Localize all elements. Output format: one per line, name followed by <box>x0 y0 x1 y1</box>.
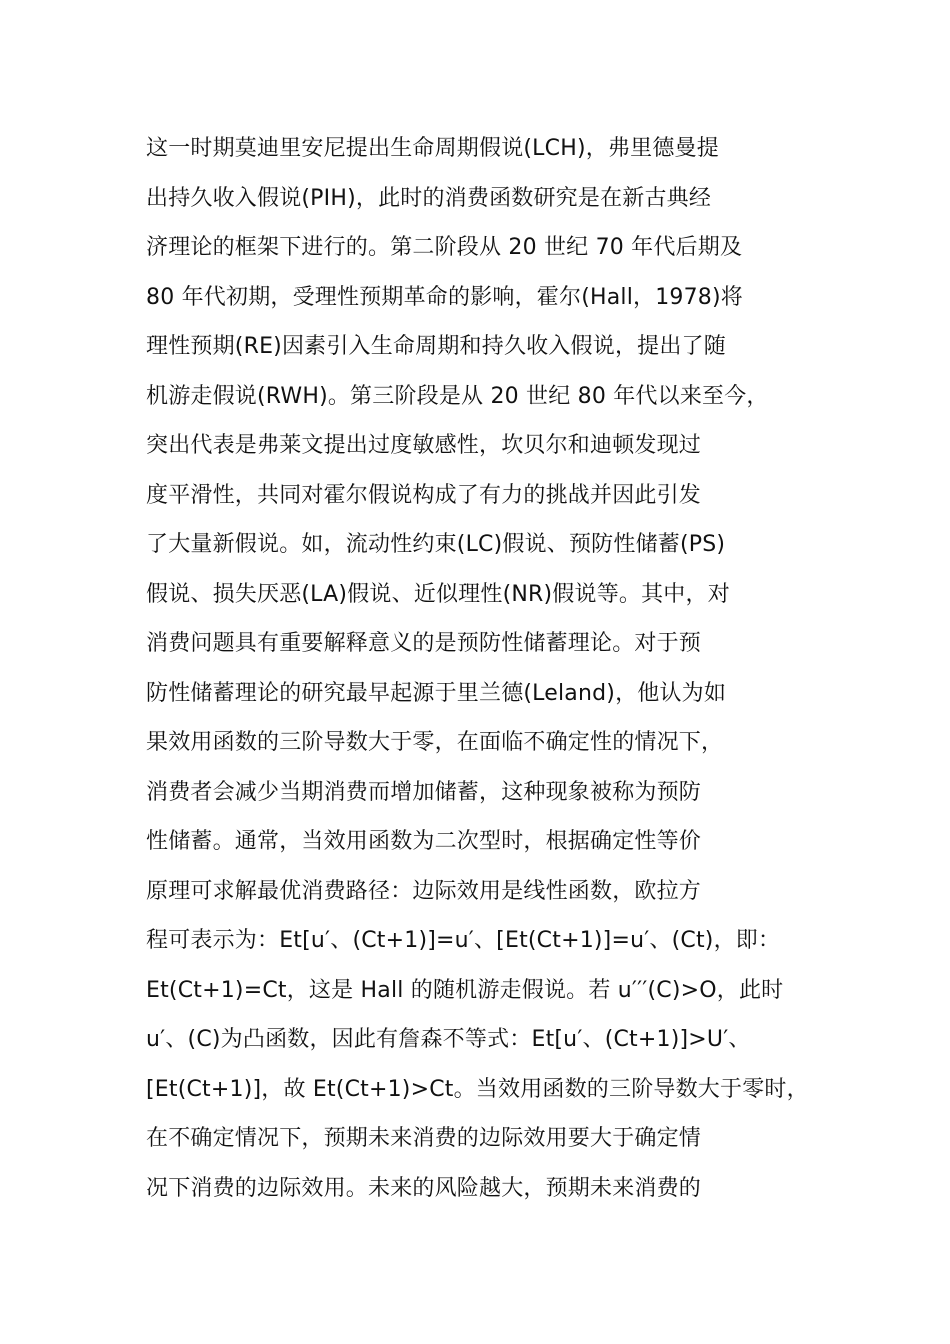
text-line: 消费者会减少当期消费而增加储蓄，这种现象被称为预防 <box>146 779 702 805</box>
text-line: [Et(Ct+1)]，故 Et(Ct+1)>Ct。当效用函数的三阶导数大于零时， <box>146 1076 809 1102</box>
text-line: 程可表示为：Et[u′、(Ct+1)]=u′、[Et(Ct+1)]=u′、(Ct)，即： <box>146 928 781 953</box>
text-line: 理性预期(RE)因素引入生命周期和持久收入假说，提出了随 <box>146 334 726 359</box>
text-line: 机游走假说(RWH)。第三阶段是从 20 世纪 80 年代以来至今， <box>146 383 769 409</box>
text-line: 出持久收入假说(PIH)，此时的消费函数研究是在新古典经 <box>146 185 712 211</box>
text-line: u′、(C)为凸函数，因此有詹森不等式：Et[u′、(Ct+1)]>U′、 <box>146 1027 751 1052</box>
text-line: 济理论的框架下进行的。第二阶段从 20 世纪 70 年代后期及 <box>146 235 743 260</box>
text-line: Et(Ct+1)=Ct，这是 Hall 的随机游走假说。若 u′′′(C)>O，此时 <box>146 977 784 1003</box>
text-line: 防性储蓄理论的研究最早起源于里兰德(Leland)，他认为如 <box>146 680 727 706</box>
text-line: 在不确定情况下，预期未来消费的边际效用要大于确定情 <box>146 1126 702 1151</box>
body-paragraph <box>146 124 846 1213</box>
text-line: 这一时期莫迪里安尼提出生命周期假说(LCH)，弗里德曼提 <box>146 136 719 161</box>
text-line: 原理可求解最优消费路径：边际效用是线性函数，欧拉方 <box>146 878 702 904</box>
text-line: 性储蓄。通常，当效用函数为二次型时，根据确定性等价 <box>146 829 702 854</box>
text-line: 消费问题具有重要解释意义的是预防性储蓄理论。对于预 <box>146 631 702 656</box>
text-line: 突出代表是弗莱文提出过度敏感性，坎贝尔和迪顿发现过 <box>146 433 702 458</box>
text-line: 度平滑性，共同对霍尔假说构成了有力的挑战并因此引发 <box>146 482 702 508</box>
text-line: 80 年代初期，受理性预期革命的影响，霍尔(Hall，1978)将 <box>146 284 743 310</box>
text-line: 况下消费的边际效用。未来的风险越大，预期未来消费的 <box>146 1175 702 1201</box>
text-line: 假说、损失厌恶(LA)假说、近似理性(NR)假说等。其中，对 <box>146 581 730 607</box>
text-line: 了大量新假说。如，流动性约束(LC)假说、预防性储蓄(PS) <box>146 532 726 557</box>
text-line: 果效用函数的三阶导数大于零，在面临不确定性的情况下， <box>146 730 724 755</box>
